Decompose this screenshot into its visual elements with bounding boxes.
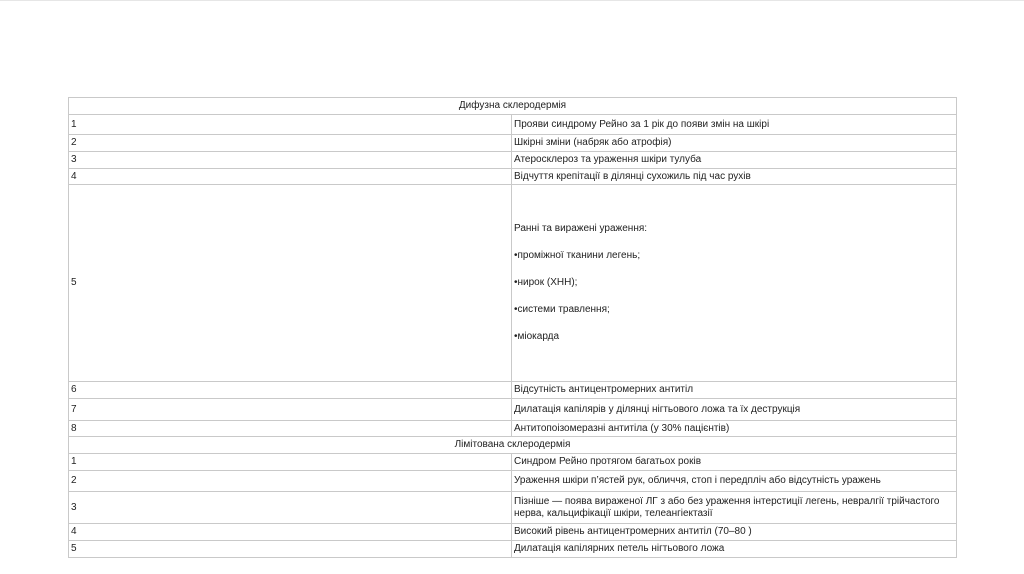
list-line: •проміжної тканини легень; (514, 250, 641, 261)
row-text: Синдром Рейно протягом багатьох років (512, 454, 957, 471)
row-number: 2 (69, 135, 512, 152)
table-row (69, 471, 957, 492)
row-number: 1 (69, 115, 512, 135)
list-line: Ранні та виражені ураження: (514, 223, 648, 234)
table-row (69, 541, 957, 558)
row-text: Антитопоізомеразні антитіла (у 30% пацієнтів) (512, 421, 957, 437)
row-number: 5 (69, 185, 512, 382)
row-text: Пізніше — поява вираженої ЛГ з або без ураження інтерстиції легень, невралгії трійчастого нерва, кальцифікації шкіри, телеангіектазії (512, 492, 957, 524)
row-text: Відсутність антицентромерних антитіл (512, 382, 957, 399)
row-text: Дилатація капілярів у ділянці нігтьового ложа та їх деструкція (512, 399, 957, 421)
table-row (69, 492, 957, 524)
table-row (69, 524, 957, 541)
row-text: Шкірні зміни (набряк або атрофія) (512, 135, 957, 152)
row-text-list (512, 185, 957, 382)
row-number: 7 (69, 399, 512, 421)
section-header-row (69, 98, 957, 115)
row-number: 4 (69, 524, 512, 541)
row-number: 5 (69, 541, 512, 558)
table-row (69, 169, 957, 185)
list-line: •міокарда (514, 331, 560, 342)
row-number: 8 (69, 421, 512, 437)
row-text: Прояви синдрому Рейно за 1 рік до появи змін на шкірі (512, 115, 957, 135)
table-row (69, 185, 957, 382)
row-text: Відчуття крепітації в ділянці сухожиль під час рухів (512, 169, 957, 185)
list-line: •системи травлення; (514, 304, 610, 315)
row-number: 2 (69, 471, 512, 492)
section-header-row (69, 437, 957, 454)
row-number: 4 (69, 169, 512, 185)
table-row (69, 115, 957, 135)
top-divider (0, 0, 1024, 1)
row-text: Атеросклероз та ураження шкіри тулуба (512, 152, 957, 169)
row-text: Ураження шкіри п’ястей рук, обличчя, стоп і передпліч або відсутність уражень (512, 471, 957, 492)
table-row (69, 382, 957, 399)
table-row (69, 454, 957, 471)
row-number: 3 (69, 152, 512, 169)
section-header: Лімітована склеродермія (69, 437, 957, 454)
row-number: 1 (69, 454, 512, 471)
scleroderma-table (68, 97, 957, 558)
row-number: 3 (69, 492, 512, 524)
row-number: 6 (69, 382, 512, 399)
row-text: Високий рівень антицентромерних антитіл (70–80 ) (512, 524, 957, 541)
table-row (69, 421, 957, 437)
table-row (69, 135, 957, 152)
table-row (69, 152, 957, 169)
list-line: •нирок (ХНН); (514, 277, 578, 288)
section-header: Дифузна склеродермія (69, 98, 957, 115)
row-text: Дилатація капілярних петель нігтьового ложа (512, 541, 957, 558)
table-row (69, 399, 957, 421)
